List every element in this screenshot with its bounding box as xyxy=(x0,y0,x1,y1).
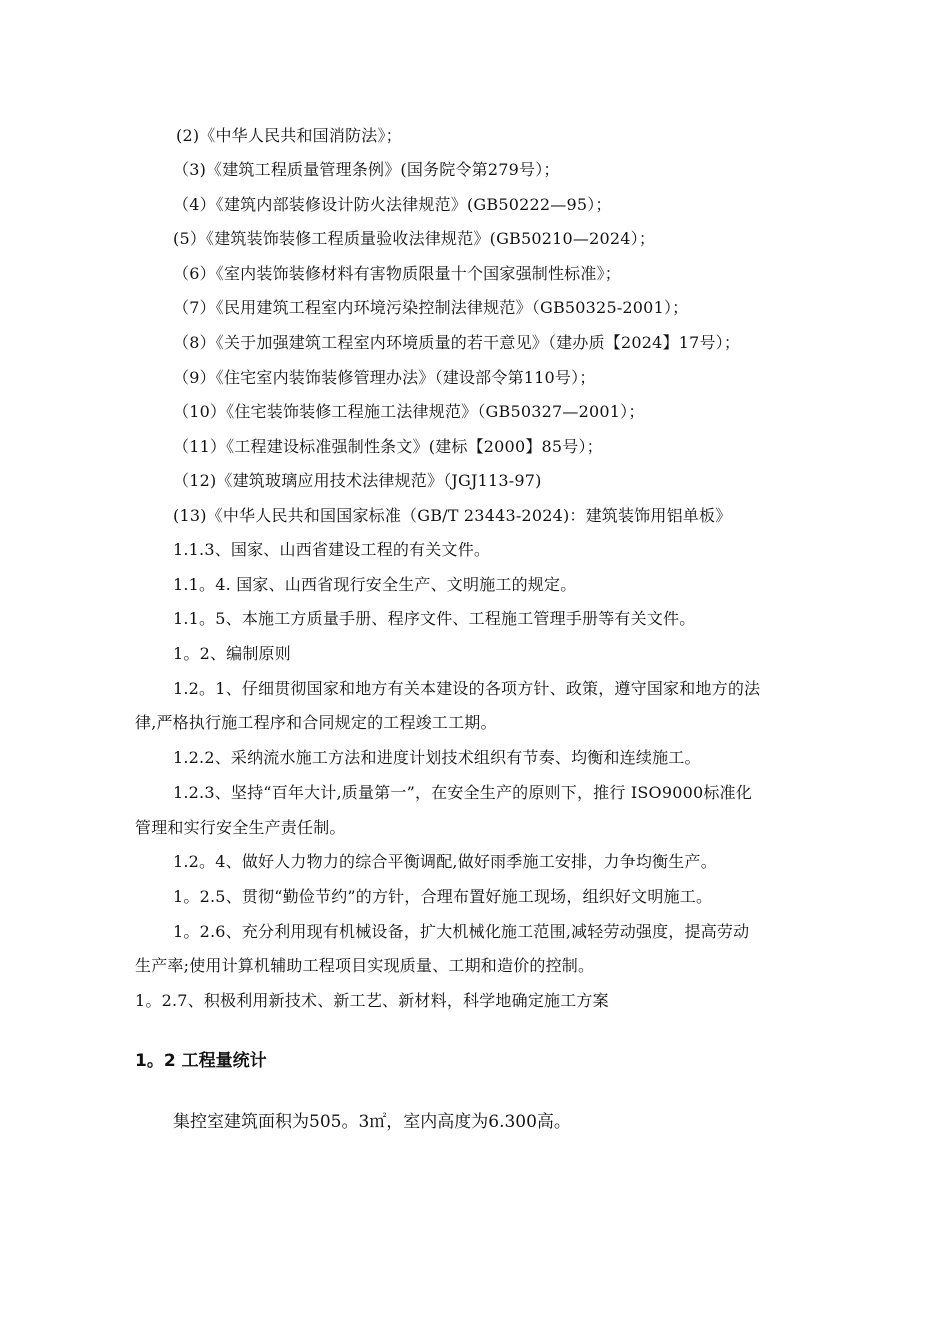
principle-line: 生产率;使用计算机辅助工程项目实现质量、工期和造价的控制。 xyxy=(135,956,595,975)
basis-item: 1.1.3、国家、山西省建设工程的有关文件。 xyxy=(173,540,491,559)
reference-item: （6）《室内装饰装修材料有害物质限量十个国家强制性标准》； xyxy=(173,264,621,283)
basis-item: 1.1。5、本施工方质量手册、程序文件、工程施工管理手册等有关文件。 xyxy=(173,609,696,628)
principle-line: 1.2。1、仔细贯彻国家和地方有关本建设的各项方针、政策，遵守国家和地方的法 xyxy=(173,679,761,698)
principle-line: 1。2.5、贯彻“勤俭节约”的方针，合理布置好施工现场，组织好文明施工。 xyxy=(173,887,713,906)
principle-line: 管理和实行安全生产责任制。 xyxy=(135,818,346,837)
reference-item: （4）《建筑内部装修设计防火法律规范》(GB50222—95）； xyxy=(173,195,612,214)
principle-line: 1。2.6、充分利用现有机械设备，扩大机械化施工范围,减轻劳动强度，提高劳动 xyxy=(173,922,750,941)
basis-item: 1.1。4. 国家、山西省现行安全生产、文明施工的规定。 xyxy=(173,575,577,594)
reference-item: (13)《中华人民共和国国家标准（GB/T 23443-2024)：建筑装饰用铝单板》 xyxy=(173,506,732,525)
principle-line: 律,严格执行施工程序和合同规定的工程竣工工期。 xyxy=(135,713,497,732)
reference-item: （7）《民用建筑工程室内环境污染控制法律规范》（GB50325-2001）； xyxy=(173,298,689,317)
principle-line: 1.2。4、做好人力物力的综合平衡调配,做好雨季施工安排，力争均衡生产。 xyxy=(173,852,717,871)
principle-line: 1.2.3、坚持“百年大计,质量第一”，在安全生产的原则下，推行 ISO9000标准化 xyxy=(173,783,752,802)
quantity-paragraph: 集控室建筑面积为505。3㎡，室内高度为6.300高。 xyxy=(173,1112,571,1132)
reference-item: （12)《建筑玻璃应用技术法律规范》（JGJ113-97) xyxy=(173,471,542,490)
reference-item: （3)《建筑工程质量管理条例》(国务院令第279号）； xyxy=(173,160,560,179)
reference-item: （9）《住宅室内装饰装修管理办法》（建设部令第110号）； xyxy=(173,368,596,387)
principles-title: 1。2、编制原则 xyxy=(173,644,291,663)
reference-item: （10）《住宅装饰装修工程施工法律规范》（GB50327—2001）； xyxy=(173,402,645,421)
reference-item: （11）《工程建设标准强制性条文》(建标【2000】85号）； xyxy=(173,437,603,456)
reference-item: （8）《关于加强建筑工程室内环境质量的若干意见》（建办质【2024】17号）； xyxy=(173,333,741,352)
principle-line: 1。2.7、积极利用新技术、新工艺、新材料，科学地确定施工方案 xyxy=(135,991,609,1010)
section-heading: 1。2 工程量统计 xyxy=(135,1051,267,1071)
principle-line: 1.2.2、采纳流水施工方法和进度计划技术组织有节奏、均衡和连续施工。 xyxy=(173,748,701,767)
reference-item: (5）《建筑装饰装修工程质量验收法律规范》(GB50210—2024）； xyxy=(173,229,656,248)
reference-item: (2)《中华人民共和国消防法》； xyxy=(176,126,402,145)
